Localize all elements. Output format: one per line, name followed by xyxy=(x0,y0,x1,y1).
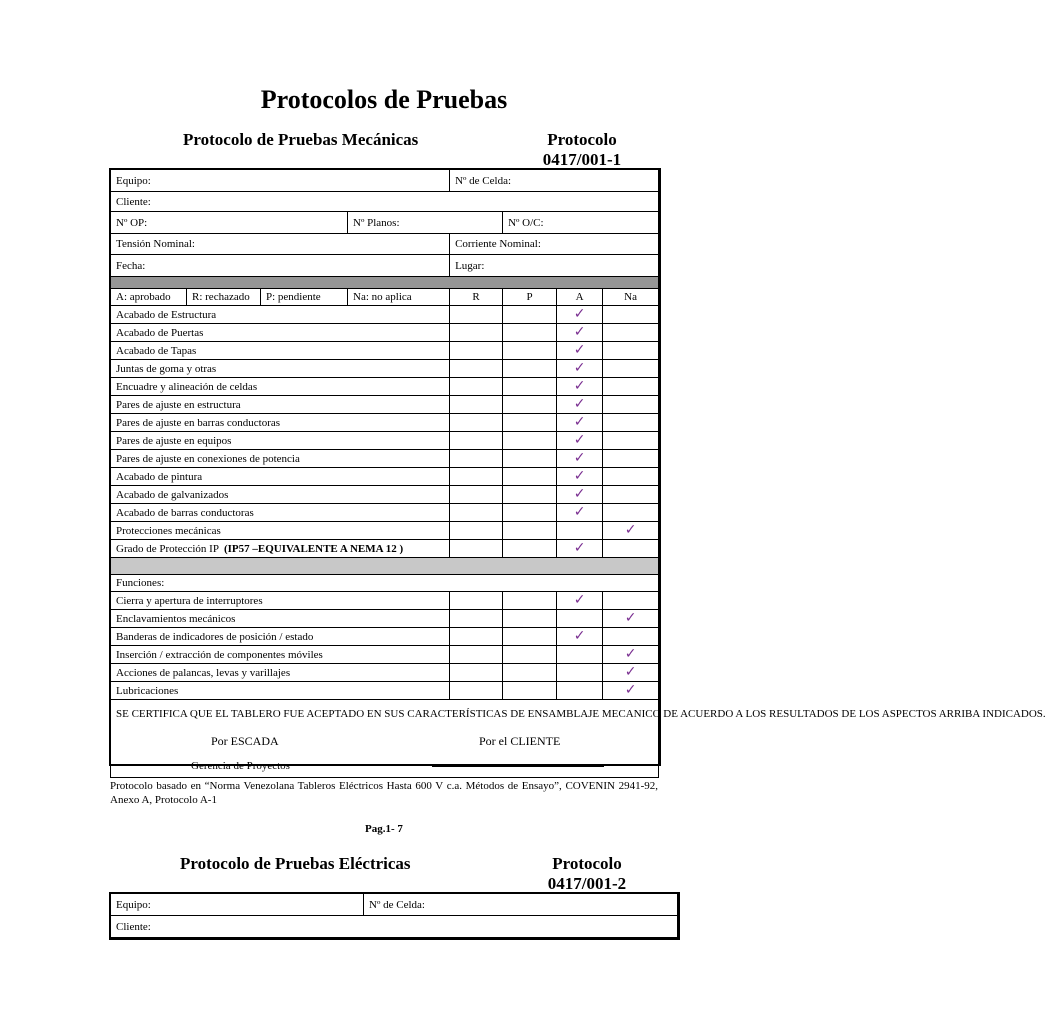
legend-no-aplica: Na: no aplica xyxy=(348,289,450,306)
item-label-cell xyxy=(111,432,450,450)
result-cell-na[interactable] xyxy=(603,522,659,540)
result-cell-p[interactable] xyxy=(503,396,557,414)
item-label: Acciones de palancas, levas y varillajes xyxy=(116,666,291,679)
signature-area xyxy=(116,722,653,772)
sign-left-label: Por ESCADA xyxy=(211,733,279,748)
result-cell-na[interactable] xyxy=(603,628,659,646)
result-cell-p[interactable] xyxy=(503,324,557,342)
table-row xyxy=(111,378,659,396)
result-cell-a[interactable] xyxy=(557,306,603,324)
item-label-cell xyxy=(111,378,450,396)
result-cell-na[interactable] xyxy=(603,592,659,610)
result-cell-na[interactable] xyxy=(603,360,659,378)
legend-row xyxy=(111,289,659,306)
check-icon: ✓ xyxy=(573,628,586,644)
result-cell-p[interactable] xyxy=(503,592,557,610)
result-cell-p[interactable] xyxy=(503,414,557,432)
result-cell-a[interactable] xyxy=(557,522,603,540)
result-cell-a[interactable] xyxy=(557,664,603,682)
tension-label: Tensión Nominal: xyxy=(111,234,450,255)
result-cell-na[interactable] xyxy=(603,432,659,450)
result-cell-r[interactable] xyxy=(450,432,503,450)
result-cell-p[interactable] xyxy=(503,522,557,540)
result-cell-r[interactable] xyxy=(450,414,503,432)
table-row xyxy=(111,682,659,700)
item-label: Acabado de Puertas xyxy=(116,326,204,339)
result-cell-na[interactable] xyxy=(603,306,659,324)
check-icon: ✓ xyxy=(573,540,586,556)
result-cell-r[interactable] xyxy=(450,646,503,664)
table-row xyxy=(111,396,659,414)
result-cell-r[interactable] xyxy=(450,342,503,360)
result-cell-a[interactable] xyxy=(557,540,603,558)
mech-protocol-number: 0417/001-1 xyxy=(542,150,622,169)
check-icon: ✓ xyxy=(624,646,637,662)
item-label: Banderas de indicadores de posición / estado xyxy=(116,630,314,643)
check-icon: ✓ xyxy=(573,324,586,340)
elec-protocol-table xyxy=(110,893,678,938)
result-cell-na[interactable] xyxy=(603,450,659,468)
check-icon: ✓ xyxy=(573,592,586,608)
result-cell-r[interactable] xyxy=(450,682,503,700)
item-label-cell xyxy=(111,486,450,504)
item-label-cell xyxy=(111,396,450,414)
elec-protocol-label: Protocolo xyxy=(552,854,622,873)
table-row xyxy=(111,432,659,450)
item-label-cell xyxy=(111,504,450,522)
certification-text: SE CERTIFICA QUE EL TABLERO FUE ACEPTADO EN SUS CARACTERÍSTICAS DE ENSAMBLAJE MECANICO DE ACUERDO A LOS RESULTADOS DE LOS ASPECTOS ARRIBA INDICADOS. xyxy=(116,707,1046,720)
result-cell-p[interactable] xyxy=(503,664,557,682)
shaded-separator-2 xyxy=(111,558,659,575)
result-cell-p[interactable] xyxy=(503,378,557,396)
result-cell-r[interactable] xyxy=(450,378,503,396)
check-icon: ✓ xyxy=(573,378,586,394)
item-label-cell xyxy=(111,414,450,432)
result-cell-a[interactable] xyxy=(557,414,603,432)
item-label: Acabado de barras conductoras xyxy=(116,506,254,519)
check-icon: ✓ xyxy=(573,396,586,412)
elec-row-equipo xyxy=(111,894,678,916)
result-cell-na[interactable] xyxy=(603,342,659,360)
result-cell-na[interactable] xyxy=(603,324,659,342)
item-label-cell xyxy=(111,540,450,558)
document-title: Protocolos de Pruebas xyxy=(260,85,508,114)
item-label-cell xyxy=(111,682,450,700)
result-cell-p[interactable] xyxy=(503,306,557,324)
item-label: Acabado de galvanizados xyxy=(116,488,229,501)
result-cell-p[interactable] xyxy=(503,610,557,628)
result-cell-r[interactable] xyxy=(450,610,503,628)
check-icon: ✓ xyxy=(573,450,586,466)
check-icon: ✓ xyxy=(573,432,586,448)
check-icon: ✓ xyxy=(624,522,637,538)
table-row xyxy=(111,486,659,504)
row-fecha xyxy=(111,255,659,277)
result-cell-p[interactable] xyxy=(503,450,557,468)
result-cell-p[interactable] xyxy=(503,682,557,700)
item-label: Acabado de pintura xyxy=(116,470,203,483)
item-label: Grado de Protección IP xyxy=(116,542,219,555)
table-row xyxy=(111,646,659,664)
check-icon: ✓ xyxy=(573,468,586,484)
item-label: Acabado de Tapas xyxy=(116,344,197,357)
elec-section-title: Protocolo de Pruebas Eléctricas xyxy=(180,854,411,873)
check-icon: ✓ xyxy=(624,682,637,698)
item-label-cell xyxy=(111,450,450,468)
result-cell-p[interactable] xyxy=(503,360,557,378)
cliente-label: Cliente: xyxy=(111,192,659,212)
check-icon: ✓ xyxy=(624,664,637,680)
result-cell-na[interactable] xyxy=(603,378,659,396)
item-label: Cierra y apertura de interruptores xyxy=(116,594,263,607)
result-cell-r[interactable] xyxy=(450,360,503,378)
separator-bar-2 xyxy=(111,558,659,575)
item-label-cell xyxy=(111,664,450,682)
item-label: Juntas de goma y otras xyxy=(116,362,217,375)
certification-row xyxy=(111,700,659,778)
op-label: Nº OP: xyxy=(111,212,348,234)
result-cell-r[interactable] xyxy=(450,664,503,682)
item-label-cell xyxy=(111,306,450,324)
result-cell-r[interactable] xyxy=(450,468,503,486)
table-row xyxy=(111,342,659,360)
result-cell-p[interactable] xyxy=(503,646,557,664)
column-header-r: R xyxy=(450,289,503,306)
functions-header-row xyxy=(111,575,659,592)
result-cell-r[interactable] xyxy=(450,628,503,646)
item-label: Acabado de Estructura xyxy=(116,308,217,321)
result-cell-r[interactable] xyxy=(450,540,503,558)
separator-bar xyxy=(111,277,659,289)
item-label: Inserción / extracción de componentes móviles xyxy=(116,648,323,661)
elec-row-cliente xyxy=(111,916,678,938)
result-cell-a[interactable] xyxy=(557,450,603,468)
result-cell-p[interactable] xyxy=(503,468,557,486)
table-row xyxy=(111,414,659,432)
table-row xyxy=(111,504,659,522)
sign-right-label: Por el CLIENTE xyxy=(479,733,561,748)
result-cell-a[interactable] xyxy=(557,682,603,700)
sign-left-sub: Gerencia de Proyectos xyxy=(191,759,290,772)
item-label-cell xyxy=(111,610,450,628)
elec-equipo-label: Equipo: xyxy=(111,894,364,916)
item-label-cell xyxy=(111,592,450,610)
elec-protocol-number: 0417/001-2 xyxy=(547,874,627,893)
footnote: Protocolo basado en “Norma Venezolana Tableros Eléctricos Hasta 600 V c.a. Métodos de Ensayo”, COVENIN 2941-92, Anexo A, Protocolo A-1 xyxy=(110,780,658,806)
result-cell-r[interactable] xyxy=(450,486,503,504)
table-row xyxy=(111,522,659,540)
planos-label: Nº Planos: xyxy=(348,212,503,234)
result-cell-na[interactable] xyxy=(603,414,659,432)
result-cell-p[interactable] xyxy=(503,342,557,360)
table-row xyxy=(111,468,659,486)
table-row xyxy=(111,306,659,324)
result-cell-a[interactable] xyxy=(557,432,603,450)
item-label-cell xyxy=(111,324,450,342)
result-cell-r[interactable] xyxy=(450,324,503,342)
item-label-bold: (IP57 –EQUIVALENTE A NEMA 12 ) xyxy=(223,542,404,555)
result-cell-a[interactable] xyxy=(557,324,603,342)
result-cell-a[interactable] xyxy=(557,342,603,360)
row-tension xyxy=(111,234,659,255)
page-number: Pag.1- 7 xyxy=(365,823,403,835)
table-row xyxy=(111,610,659,628)
row-cliente xyxy=(111,192,659,212)
elec-celda-label: Nº de Celda: xyxy=(364,894,678,916)
result-cell-a[interactable] xyxy=(557,396,603,414)
table-row xyxy=(111,360,659,378)
column-header-na: Na xyxy=(603,289,659,306)
result-cell-na[interactable] xyxy=(603,468,659,486)
result-cell-a[interactable] xyxy=(557,592,603,610)
item-label: Pares de ajuste en barras conductoras xyxy=(116,416,281,429)
result-cell-na[interactable] xyxy=(603,486,659,504)
result-cell-p[interactable] xyxy=(503,540,557,558)
check-icon: ✓ xyxy=(573,360,586,376)
item-label: Enclavamientos mecánicos xyxy=(116,612,236,625)
result-cell-a[interactable] xyxy=(557,378,603,396)
result-cell-a[interactable] xyxy=(557,646,603,664)
result-cell-r[interactable] xyxy=(450,522,503,540)
equipo-label: Equipo: xyxy=(111,170,450,192)
table-row xyxy=(111,540,659,558)
item-label-cell xyxy=(111,646,450,664)
result-cell-a[interactable] xyxy=(557,486,603,504)
result-cell-na[interactable] xyxy=(603,504,659,522)
mech-protocol-label: Protocolo xyxy=(547,130,617,149)
table-row xyxy=(111,628,659,646)
functions-header: Funciones: xyxy=(111,575,659,592)
result-cell-r[interactable] xyxy=(450,504,503,522)
legend-rechazado: R: rechazado xyxy=(187,289,261,306)
result-cell-p[interactable] xyxy=(503,628,557,646)
result-cell-a[interactable] xyxy=(557,628,603,646)
certification-block xyxy=(111,700,1046,778)
result-cell-r[interactable] xyxy=(450,306,503,324)
shaded-separator xyxy=(111,277,659,289)
row-op xyxy=(111,212,659,234)
table-row xyxy=(111,664,659,682)
row-equipo xyxy=(111,170,659,192)
result-cell-na[interactable] xyxy=(603,396,659,414)
check-icon: ✓ xyxy=(573,486,586,502)
item-label: Pares de ajuste en conexiones de potencia xyxy=(116,452,300,465)
check-icon: ✓ xyxy=(573,414,586,430)
item-label-cell xyxy=(111,522,450,540)
item-label-cell xyxy=(111,628,450,646)
item-label-cell xyxy=(111,360,450,378)
mech-table-body xyxy=(111,170,1046,778)
client-signature-line xyxy=(432,756,604,767)
legend-aprobado: A: aprobado xyxy=(111,289,187,306)
celda-label: Nº de Celda: xyxy=(450,170,659,192)
mech-section-title: Protocolo de Pruebas Mecánicas xyxy=(183,130,419,149)
result-cell-p[interactable] xyxy=(503,486,557,504)
result-cell-na[interactable] xyxy=(603,540,659,558)
corriente-label: Corriente Nominal: xyxy=(450,234,659,255)
result-cell-r[interactable] xyxy=(450,450,503,468)
item-label-cell xyxy=(111,342,450,360)
check-icon: ✓ xyxy=(573,342,586,358)
mech-protocol-table xyxy=(110,169,1046,778)
lugar-label: Lugar: xyxy=(450,255,659,277)
result-cell-na[interactable] xyxy=(603,610,659,628)
item-label: Pares de ajuste en estructura xyxy=(116,398,241,411)
table-row xyxy=(111,450,659,468)
result-cell-na[interactable] xyxy=(603,664,659,682)
column-header-p: P xyxy=(503,289,557,306)
check-icon: ✓ xyxy=(624,610,637,626)
oc-label: Nº O/C: xyxy=(503,212,659,234)
result-cell-r[interactable] xyxy=(450,396,503,414)
fecha-label: Fecha: xyxy=(111,255,450,277)
check-icon: ✓ xyxy=(573,306,586,322)
table-row xyxy=(111,592,659,610)
table-row xyxy=(111,324,659,342)
item-label: Encuadre y alineación de celdas xyxy=(116,380,258,393)
result-cell-p[interactable] xyxy=(503,504,557,522)
item-label-cell xyxy=(111,468,450,486)
item-label: Protecciones mecánicas xyxy=(116,524,221,537)
result-cell-na[interactable] xyxy=(603,682,659,700)
result-cell-r[interactable] xyxy=(450,592,503,610)
item-label: Pares de ajuste en equipos xyxy=(116,434,232,447)
result-cell-a[interactable] xyxy=(557,610,603,628)
column-header-a: A xyxy=(557,289,603,306)
mech-protocol-header xyxy=(512,130,652,170)
result-cell-a[interactable] xyxy=(557,504,603,522)
elec-cliente-label: Cliente: xyxy=(111,916,678,938)
result-cell-a[interactable] xyxy=(557,468,603,486)
item-label: Lubricaciones xyxy=(116,684,179,697)
result-cell-p[interactable] xyxy=(503,432,557,450)
result-cell-a[interactable] xyxy=(557,360,603,378)
check-icon: ✓ xyxy=(573,504,586,520)
legend-pendiente: P: pendiente xyxy=(261,289,348,306)
elec-protocol-header xyxy=(517,854,657,894)
result-cell-na[interactable] xyxy=(603,646,659,664)
